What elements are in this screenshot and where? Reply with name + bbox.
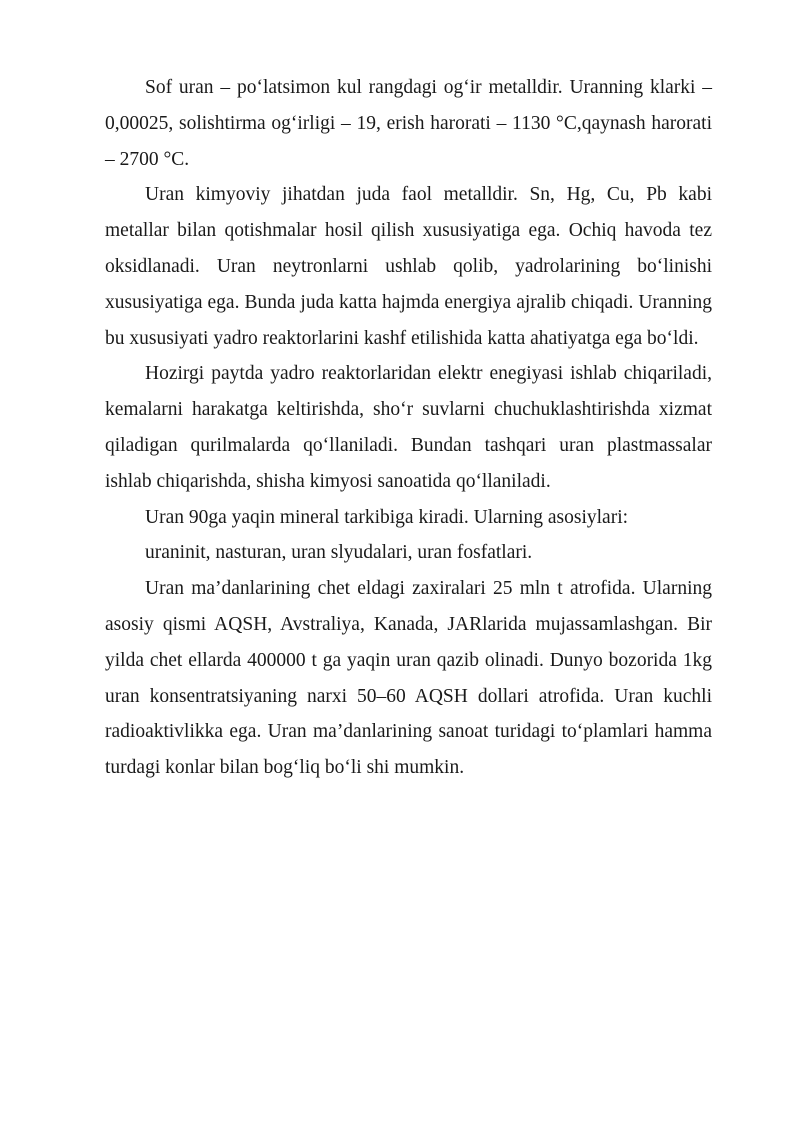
paragraph-uranium-chemistry: Uran kimyoviy jihatdan juda faol metalldir. Sn, Hg, Cu, Pb kabi metallar bilan qotishmalar hosil qilish xususiyatiga ega. Ochiq havoda tez oksidlanadi. Uran neytronlarni ushlab qolib, yadrolarining bo‘linishi xususiyatiga ega. Bunda juda katta hajmda energiya ajralib chiqadi. Uranning bu xususiyati yadro reaktorlarini kashf etilishida katta ahatiyatga ega bo‘ldi. (105, 184, 712, 349)
paragraph-mineral-list: uraninit, nasturan, uran slyudalari, uran fosfatlari. (145, 542, 533, 564)
document-page (105, 70, 712, 786)
paragraph-uranium-reserves: Uran ma’danlarining chet eldagi zaxiralari 25 mln t atrofida. Ularning asosiy qismi AQSH, Avstraliya, Kanada, JARlarida mujassamlashgan. Bir yilda chet ellarda 400000 t ga yaqin uran qazib olinadi. Dunyo bozorida 1kg uran konsentratsiyaning narxi 50–60 AQSH dollari atrofida. Uran kuchli radioaktivlikka ega. Uran ma’danlarining sanoat turidagi to‘plamlari hamma turdagi konlar bilan bog‘liq bo‘li shi mumkin. (105, 578, 712, 779)
paragraph-uranium-properties: Sof uran – po‘latsimon kul rangdagi og‘ir metalldir. Uranning klarki – 0,00025, solishtirma og‘irligi – 19, erish harorati – 1130 °C,qaynash harorati – 2700 °C. (105, 77, 712, 170)
paragraph-uranium-minerals: Uran 90ga yaqin mineral tarkibiga kiradi. Ularning asosiylari: (145, 506, 629, 528)
paragraph-uranium-applications: Hozirgi paytda yadro reaktorlaridan elektr enegiyasi ishlab chiqariladi, kemalarni harakatga keltirishda, sho‘r suvlarni chuchuklashtirishda xizmat qiladigan qurilmalarda qo‘llaniladi. Bundan tashqari uran plastmassalar ishlab chiqarishda, shisha kimyosi sanoatida qo‘llaniladi. (105, 363, 712, 492)
